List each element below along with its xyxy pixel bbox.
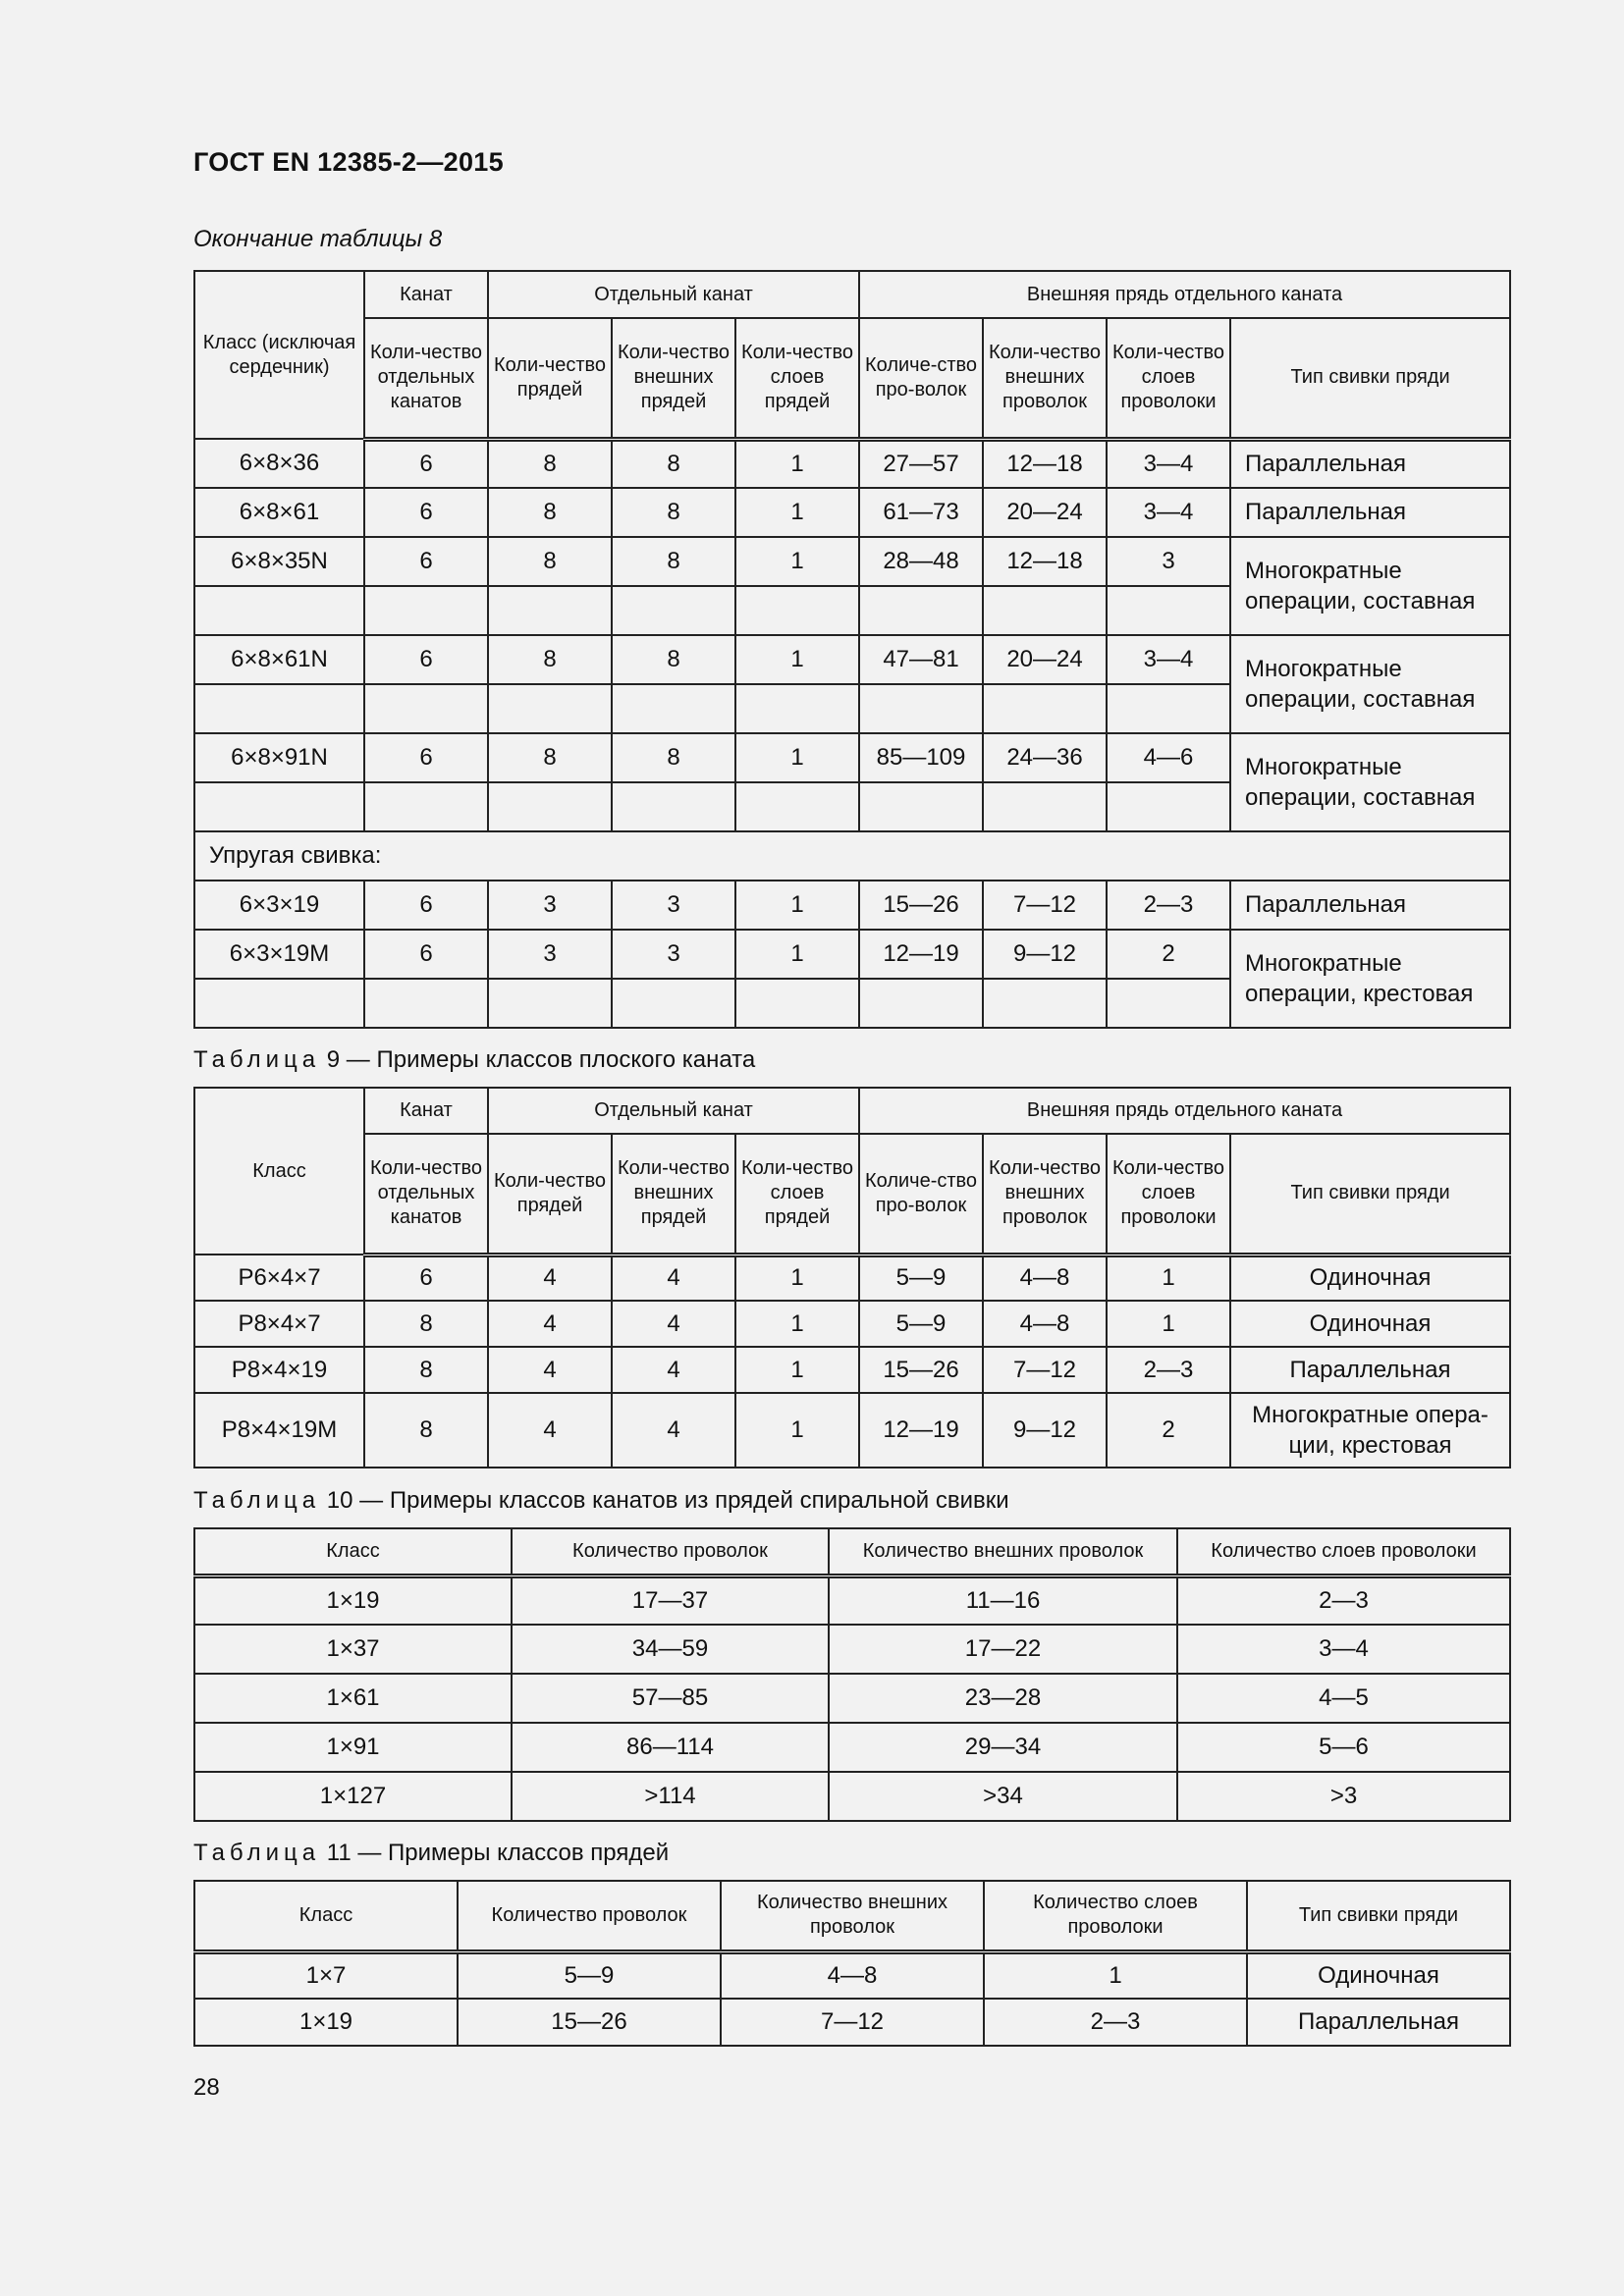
table-cell: Многократные опера-ции, крестовая [1230, 1393, 1510, 1468]
table-cell: 6 [364, 635, 488, 684]
table-cell: 23—28 [829, 1674, 1177, 1723]
table-cell: 6×8×61 [194, 488, 364, 537]
table-cell: 1 [735, 1255, 859, 1301]
table-cell: 24—36 [983, 733, 1107, 782]
table8-header-col: Коли-чество внешних проволок [983, 318, 1107, 439]
table-cell: 4 [612, 1393, 735, 1468]
table-cell: >34 [829, 1772, 1177, 1821]
document-header: ГОСТ EN 12385-2—2015 [193, 147, 504, 177]
table-cell: 1×37 [194, 1625, 512, 1674]
table-cell: 5—6 [1177, 1723, 1510, 1772]
table-cell: 3 [612, 930, 735, 979]
table8-header-col: Тип свивки пряди [1230, 318, 1510, 439]
table-cell: 6 [364, 439, 488, 488]
table-cell: Многократные операции, составная [1230, 537, 1510, 635]
table-row [194, 635, 1510, 684]
table-cell: 6 [364, 488, 488, 537]
table10-caption [193, 1487, 1009, 1515]
table-cell: 1 [735, 1301, 859, 1347]
table-cell: Параллельная [1230, 439, 1510, 488]
table-row [194, 733, 1510, 782]
table-row [194, 1347, 1510, 1393]
table-cell: P6×4×7 [194, 1255, 364, 1301]
table-cell: 1 [735, 439, 859, 488]
table8-header-group-outer-strand: Внешняя прядь отдельного каната [859, 271, 1510, 318]
table9-header-group-outer-strand: Внешняя прядь отдельного каната [859, 1088, 1510, 1134]
table-cell: P8×4×7 [194, 1301, 364, 1347]
table-row [194, 930, 1510, 979]
table-cell: 20—24 [983, 635, 1107, 684]
table-cell: P8×4×19 [194, 1347, 364, 1393]
table-row [194, 1393, 1510, 1468]
table-cell: 8 [488, 488, 612, 537]
table10-header-col: Количество внешних проволок [829, 1528, 1177, 1575]
table-cell: 4 [488, 1347, 612, 1393]
table-cell: 4 [612, 1347, 735, 1393]
table-cell: 6 [364, 537, 488, 586]
table8-header-col: Коли-чество слоев проволоки [1107, 318, 1230, 439]
table9-header-class: Класс [194, 1088, 364, 1255]
table-cell: Параллельная [1230, 488, 1510, 537]
table-cell: 1 [735, 537, 859, 586]
table-cell: 7—12 [721, 1999, 984, 2046]
table11-header-col: Класс [194, 1881, 458, 1951]
table-cell: 34—59 [512, 1625, 829, 1674]
table-cell: 8 [612, 635, 735, 684]
table9-header-col: Коли-чество слоев проволоки [1107, 1134, 1230, 1255]
table-cell: 2—3 [1177, 1575, 1510, 1625]
table-cell: 7—12 [983, 1347, 1107, 1393]
table-cell: >114 [512, 1772, 829, 1821]
table-cell: 2 [1107, 1393, 1230, 1468]
table-cell: 6×8×91N [194, 733, 364, 782]
table-cell: 8 [364, 1347, 488, 1393]
table9-header-col: Коли-чество внешних проволок [983, 1134, 1107, 1255]
table-cell: 4 [488, 1393, 612, 1468]
table-cell: >3 [1177, 1772, 1510, 1821]
table-row [194, 488, 1510, 537]
table-cell: 6×8×36 [194, 439, 364, 488]
table-cell: 1×127 [194, 1772, 512, 1821]
table8-header-col: Коли-чество внешних прядей [612, 318, 735, 439]
table-cell: 12—18 [983, 537, 1107, 586]
table10-header-col: Количество слоев проволоки [1177, 1528, 1510, 1575]
table-cell: 9—12 [983, 930, 1107, 979]
table9-header-col: Количе-ство про-волок [859, 1134, 983, 1255]
table-cell: 8 [488, 635, 612, 684]
table8 [193, 270, 1511, 1029]
table-cell: 1 [735, 488, 859, 537]
table-cell: 4—8 [983, 1255, 1107, 1301]
table9-caption [193, 1046, 755, 1074]
table10-header-col: Класс [194, 1528, 512, 1575]
table-row [194, 1301, 1510, 1347]
table-cell: 28—48 [859, 537, 983, 586]
table9-header-group-single-rope: Отдельный канат [488, 1088, 859, 1134]
table-cell: 5—9 [859, 1255, 983, 1301]
table-cell: 8 [364, 1301, 488, 1347]
table-row [194, 881, 1510, 930]
table9 [193, 1087, 1511, 1468]
table-row [194, 1723, 1510, 1772]
table11-caption-label: Таблица [193, 1840, 321, 1866]
table-cell: 5—9 [859, 1301, 983, 1347]
table-row [194, 1951, 1510, 1999]
table-row [194, 1674, 1510, 1723]
table-row [194, 439, 1510, 488]
table-cell: 3 [488, 930, 612, 979]
table-cell: 8 [488, 537, 612, 586]
table-cell: 1 [735, 1347, 859, 1393]
table9-header-col: Коли-чество отдельных канатов [364, 1134, 488, 1255]
table8-header-group-rope: Канат [364, 271, 488, 318]
table-cell: 3—4 [1107, 488, 1230, 537]
table8-header-col: Количе-ство про-волок [859, 318, 983, 439]
table-cell: Параллельная [1230, 1347, 1510, 1393]
table-cell: 8 [612, 488, 735, 537]
table-cell: 8 [488, 439, 612, 488]
table-cell: Одиночная [1247, 1951, 1510, 1999]
table-cell: 61—73 [859, 488, 983, 537]
table-cell: 2—3 [1107, 881, 1230, 930]
table-cell: 4—5 [1177, 1674, 1510, 1723]
table-cell: 1 [735, 635, 859, 684]
table-cell: 29—34 [829, 1723, 1177, 1772]
table-cell: 6×3×19M [194, 930, 364, 979]
table-cell: 1 [1107, 1301, 1230, 1347]
table-cell: 27—57 [859, 439, 983, 488]
table-cell: 4 [612, 1301, 735, 1347]
table11 [193, 1880, 1511, 2047]
table11-caption [193, 1840, 669, 1867]
table-cell: Одиночная [1230, 1255, 1510, 1301]
table10 [193, 1527, 1511, 1822]
table-cell: 8 [612, 439, 735, 488]
table-cell: 5—9 [458, 1951, 721, 1999]
table-row [194, 1772, 1510, 1821]
table-cell: 3 [488, 881, 612, 930]
table-cell: 1×19 [194, 1999, 458, 2046]
table-cell: 4 [612, 1255, 735, 1301]
table-cell: 4—8 [983, 1301, 1107, 1347]
table9-header-group-rope: Канат [364, 1088, 488, 1134]
table-cell: 3 [612, 881, 735, 930]
table9-caption-label: Таблица [193, 1046, 321, 1073]
table-cell: 2—3 [1107, 1347, 1230, 1393]
table-cell: 9—12 [983, 1393, 1107, 1468]
table11-header-col: Количество проволок [458, 1881, 721, 1951]
table-cell: 8 [612, 733, 735, 782]
table-cell: 3—4 [1107, 439, 1230, 488]
table-cell: 1×91 [194, 1723, 512, 1772]
table-cell: 11—16 [829, 1575, 1177, 1625]
table-cell: 1 [735, 930, 859, 979]
table-cell: Параллельная [1230, 881, 1510, 930]
table-cell: 47—81 [859, 635, 983, 684]
table-cell: 3—4 [1177, 1625, 1510, 1674]
table-cell: 6×3×19 [194, 881, 364, 930]
table-cell: 1 [984, 1951, 1247, 1999]
table-cell: 6 [364, 1255, 488, 1301]
table-row [194, 1575, 1510, 1625]
table8-caption: Окончание таблицы 8 [193, 226, 443, 252]
table-cell: 6×8×35N [194, 537, 364, 586]
table-cell: 6 [364, 733, 488, 782]
table-cell: 15—26 [458, 1999, 721, 2046]
table-cell: 3 [1107, 537, 1230, 586]
table-cell: 57—85 [512, 1674, 829, 1723]
table-row [194, 1255, 1510, 1301]
table-row [194, 537, 1510, 586]
table-cell: Многократные операции, составная [1230, 733, 1510, 831]
table-cell: 8 [488, 733, 612, 782]
table-cell: 4 [488, 1301, 612, 1347]
table-cell: Параллельная [1247, 1999, 1510, 2046]
table10-header-col: Количество проволок [512, 1528, 829, 1575]
table8-header-col: Коли-чество прядей [488, 318, 612, 439]
table8-header-class: Класс (исключая сердечник) [194, 271, 364, 439]
table-cell: 1 [1107, 1255, 1230, 1301]
table-cell: Многократные операции, крестовая [1230, 930, 1510, 1028]
page-number: 28 [193, 2074, 220, 2101]
table-cell: 1×19 [194, 1575, 512, 1625]
table-cell: 20—24 [983, 488, 1107, 537]
table-cell: 4—6 [1107, 733, 1230, 782]
table-section-row [194, 831, 1510, 881]
table-cell: 85—109 [859, 733, 983, 782]
table9-header-col: Тип свивки пряди [1230, 1134, 1510, 1255]
table-cell: 15—26 [859, 881, 983, 930]
table-cell: 3—4 [1107, 635, 1230, 684]
table11-header-col: Количество слоев проволоки [984, 1881, 1247, 1951]
table-cell: 1 [735, 733, 859, 782]
table8-section-label: Упругая свивка: [194, 831, 1510, 881]
table-cell: Одиночная [1230, 1301, 1510, 1347]
table-cell: 6×8×61N [194, 635, 364, 684]
table-cell: 17—22 [829, 1625, 1177, 1674]
table10-caption-label: Таблица [193, 1487, 321, 1514]
table9-header-col: Коли-чество внешних прядей [612, 1134, 735, 1255]
table-cell: P8×4×19M [194, 1393, 364, 1468]
table-cell: 6 [364, 881, 488, 930]
table-cell: 4—8 [721, 1951, 984, 1999]
table10-caption-text: 10 — Примеры классов канатов из прядей спиральной свивки [326, 1487, 1009, 1514]
table-cell: 17—37 [512, 1575, 829, 1625]
table8-header-col: Коли-чество отдельных канатов [364, 318, 488, 439]
table11-caption-text: 11 — Примеры классов прядей [326, 1840, 670, 1866]
table-cell: 4 [488, 1255, 612, 1301]
table9-header-col: Коли-чество слоев прядей [735, 1134, 859, 1255]
table11-header-col: Количество внешних проволок [721, 1881, 984, 1951]
table-cell: 8 [612, 537, 735, 586]
table-cell: 2 [1107, 930, 1230, 979]
table-cell: 1×61 [194, 1674, 512, 1723]
table9-caption-text: 9 — Примеры классов плоского каната [326, 1046, 756, 1073]
table-cell: 86—114 [512, 1723, 829, 1772]
table-row [194, 1999, 1510, 2046]
table9-header-col: Коли-чество прядей [488, 1134, 612, 1255]
table-cell: 1 [735, 881, 859, 930]
table8-header-col: Коли-чество слоев прядей [735, 318, 859, 439]
table11-header-col: Тип свивки пряди [1247, 1881, 1510, 1951]
table-cell: 6 [364, 930, 488, 979]
table-cell: Многократные операции, составная [1230, 635, 1510, 733]
table-row [194, 1625, 1510, 1674]
table-cell: 7—12 [983, 881, 1107, 930]
table-cell: 12—18 [983, 439, 1107, 488]
table-cell: 15—26 [859, 1347, 983, 1393]
table-cell: 1×7 [194, 1951, 458, 1999]
table-cell: 8 [364, 1393, 488, 1468]
table-cell: 2—3 [984, 1999, 1247, 2046]
table-cell: 12—19 [859, 1393, 983, 1468]
table8-header-group-single-rope: Отдельный канат [488, 271, 859, 318]
table-cell: 12—19 [859, 930, 983, 979]
table-cell: 1 [735, 1393, 859, 1468]
